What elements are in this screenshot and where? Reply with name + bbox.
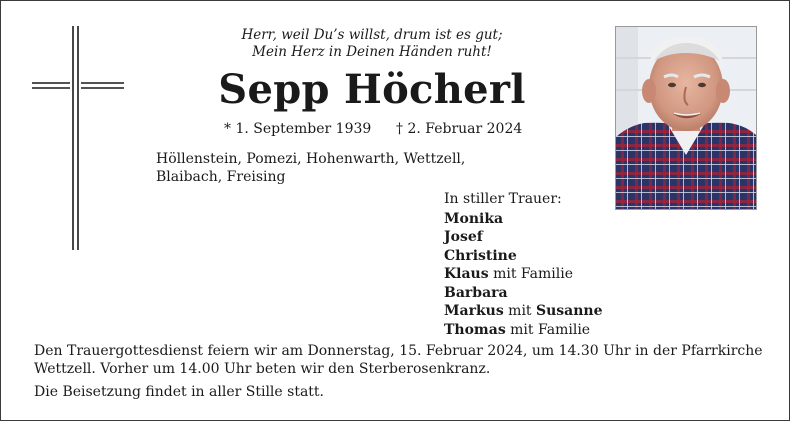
deceased-name: Sepp Höcherl xyxy=(218,66,526,113)
mourner-name: Monika xyxy=(444,210,504,227)
burial-note: Die Beisetzung findet in aller Stille statt. xyxy=(34,384,325,400)
mourner-row xyxy=(444,284,644,303)
mourner-row xyxy=(444,210,644,229)
death-date: † 2. Februar 2024 xyxy=(396,121,523,137)
mourner-row xyxy=(444,265,644,284)
verse-line: Herr, weil Du’s willst, drum ist es gut; xyxy=(241,27,503,43)
mourner-name: Markus xyxy=(444,303,504,319)
portrait-photo xyxy=(615,26,757,210)
mourner-partner: Susanne xyxy=(536,303,603,319)
verse-line: Mein Herz in Deinen Händen ruht! xyxy=(252,44,492,60)
mourner-name: Thomas xyxy=(444,321,506,338)
mourner-name: Josef xyxy=(444,229,483,245)
mourner-row xyxy=(444,247,644,266)
mourners-list xyxy=(444,190,644,339)
mourner-suffix: mit xyxy=(503,303,536,319)
mourner-name: Christine xyxy=(444,247,517,264)
service-notice xyxy=(34,342,764,401)
mourner-row xyxy=(444,302,644,321)
mourners-intro: In stiller Trauer: xyxy=(444,191,562,207)
service-details: Den Trauergottesdienst feiern wir am Donnerstag, 15. Februar 2024, um 14.30 Uhr in der Pfarrkirche Wettzell. Vorher um 14.00 Uhr beten wir den Sterberosenkranz. xyxy=(34,343,763,377)
mourner-row xyxy=(444,228,644,247)
places xyxy=(156,150,486,186)
mourner-name: Barbara xyxy=(444,284,508,301)
mourner-row xyxy=(444,321,644,340)
places-line: Blaibach, Freising xyxy=(156,169,286,185)
mourner-suffix: mit Familie xyxy=(505,321,591,338)
places-line: Höllenstein, Pomezi, Hohenwarth, Wettzell, xyxy=(156,151,466,167)
birth-date: * 1. September 1939 xyxy=(224,121,372,137)
mourner-name: Klaus xyxy=(444,266,489,282)
portrait-image xyxy=(616,27,756,209)
cross-icon xyxy=(32,26,124,250)
verse xyxy=(200,27,544,61)
mourner-suffix: mit Familie xyxy=(488,266,574,282)
